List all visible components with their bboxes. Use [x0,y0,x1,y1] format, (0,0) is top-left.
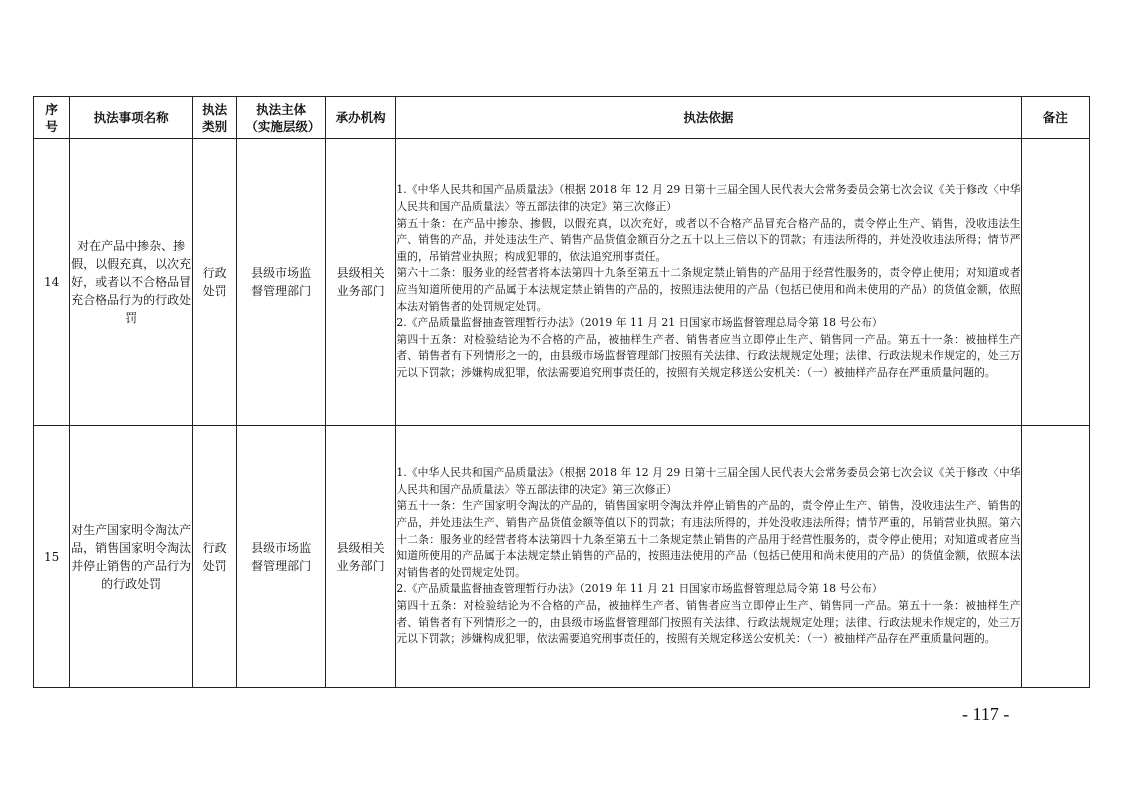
header-agency: 承办机构 [325,97,395,139]
header-remarks: 备注 [1021,97,1090,139]
basis-paragraph: 第四十五条：对检验结论为不合格的产品，被抽样生产者、销售者应当立即停止生产、销售同一产品。第五十一条：被抽样生产者、销售者有下列情形之一的，由县级市场监督管理部门按照有关法律、行政法规规定处理；法律、行政法规未作规定的，处三万元以下罚款；涉嫌构成犯罪，依法需要追究刑事责任的，按照有关规定移送公安机关：（一）被抽样产品存在严重质量问题的。 [396,598,1021,646]
row-remarks [1021,139,1090,426]
page-number: - 117 - [962,704,1010,724]
basis-paragraph: 2.《产品质量监督抽查管理暂行办法》（2019 年 11 月 21 日国家市场监督管理总局令第 18 号公布） [396,582,883,596]
basis-paragraph: 第五十条：在产品中掺杂、掺假，以假充真，以次充好，或者以不合格产品冒充合格产品的，责令停止生产、销售，没收违法生产、销售的产品，并处违法生产、销售产品货值金额百分之五十以上三倍以下的罚款；有违法所得的，并处没收违法所得；情节严重的，吊销营业执照；构成犯罪的，依法追究刑事责任。 [396,216,1021,263]
row-agency: 县级相关业务部门 [325,139,395,426]
table-row [34,139,1090,426]
table-row [34,426,1090,688]
row-seq: 15 [34,426,70,688]
basis-paragraph: 2.《产品质量监督抽查管理暂行办法》（2019 年 11 月 21 日国家市场监督管理总局令第 18 号公布） [396,316,883,330]
enforcement-table [33,96,1090,688]
header-seq: 序号 [34,97,70,139]
header-category: 执法类别 [193,97,237,139]
header-basis: 执法依据 [396,97,1021,139]
header-row [34,97,1090,139]
row-subject: 县级市场监督管理部门 [237,139,326,426]
row-item-name: 对在产品中掺杂、掺假，以假充真，以次充好，或者以不合格品冒充合格品行为的行政处罚 [70,139,193,426]
row-seq: 14 [34,139,70,426]
row-basis [396,426,1021,688]
basis-paragraph: 1.《中华人民共和国产品质量法》（根据 2018 年 12 月 29 日第十三届全国人民代表大会常务委员会第七次会议《关于修改〈中华人民共和国产品质量法〉等五部法律的决定》第三次修正） [396,466,1021,496]
header-item-name: 执法事项名称 [70,97,193,139]
basis-paragraph: 第四十五条：对检验结论为不合格的产品，被抽样生产者、销售者应当立即停止生产、销售同一产品。第五十一条：被抽样生产者、销售者有下列情形之一的，由县级市场监督管理部门按照有关法律、行政法规规定处理；法律、行政法规未作规定的，处三万元以下罚款；涉嫌构成犯罪，依法需要追究刑事责任的，按照有关规定移送公安机关：（一）被抽样产品存在严重质量问题的。 [396,332,1021,379]
row-agency: 县级相关业务部门 [325,426,395,688]
row-remarks [1021,426,1090,688]
basis-paragraph: 第六十二条：服务业的经营者将本法第四十九条至第五十二条规定禁止销售的产品用于经营性服务的，责令停止使用；对知道或者应当知道所使用的产品属于本法规定禁止销售的产品的，按照违法使用的产品（包括已使用和尚未使用的产品）的货值金额，依照本法对销售者的处罚规定处罚。 [396,266,1021,313]
row-basis [396,139,1021,426]
basis-paragraph: 第五十一条：生产国家明令淘汰的产品的，销售国家明令淘汰并停止销售的产品的，责令停止生产、销售，没收违法生产、销售的产品，并处违法生产、销售产品货值金额等值以下的罚款；有违法所得的，并处没收违法所得；情节严重的，吊销营业执照。第六十二条：服务业的经营者将本法第四十九条至第五十二条规定禁止销售的产品用于经营性服务的，责令停止使用；对知道或者应当知道所使用的产品属于本法规定禁止销售的产品的，按照违法使用的产品（包括已使用和尚未使用的产品）的货值金额，依照本法对销售者的处罚规定处罚。 [396,499,1021,579]
basis-paragraph: 1.《中华人民共和国产品质量法》（根据 2018 年 12 月 29 日第十三届全国人民代表大会常务委员会第七次会议《关于修改〈中华人民共和国产品质量法〉等五部法律的决定》第三次修正） [396,183,1021,214]
row-subject: 县级市场监督管理部门 [237,426,326,688]
row-category: 行政处罚 [193,426,237,688]
row-item-name: 对生产国家明令淘汰产品，销售国家明令淘汰并停止销售的产品行为的行政处罚 [70,426,193,688]
header-subject: 执法主体（实施层级） [237,97,326,139]
row-category: 行政处罚 [193,139,237,426]
